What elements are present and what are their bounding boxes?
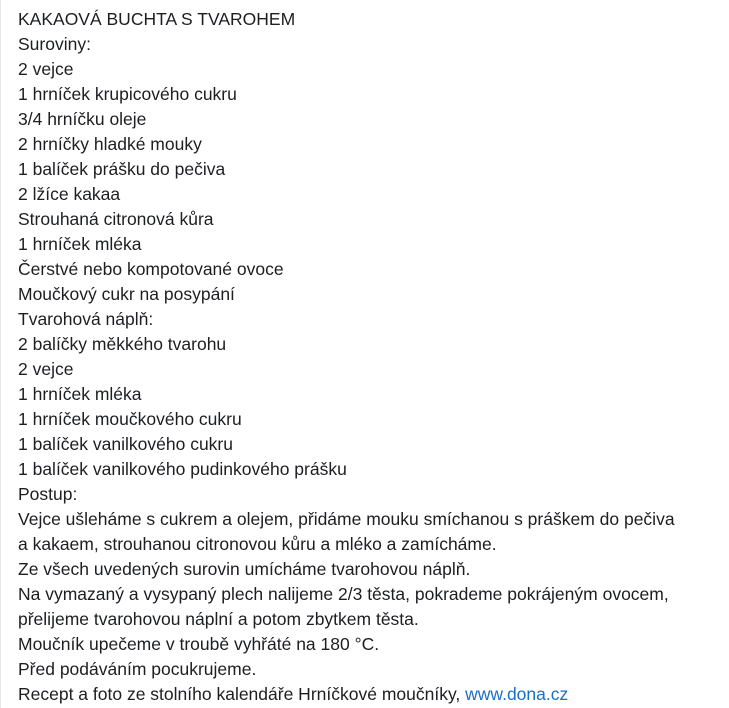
recipe-line: 1 hrníček mléka bbox=[18, 234, 142, 254]
recipe-line: Tvarohová náplň: bbox=[18, 309, 154, 329]
recipe-title: KAKAOVÁ BUCHTA S TVAROHEM bbox=[18, 9, 296, 29]
recipe-line: a kakaem, strouhanou citronovou kůru a mléko a zamícháme. bbox=[18, 534, 497, 554]
recipe-line: 2 vejce bbox=[18, 359, 74, 379]
source-text: Recept a foto ze stolního kalendáře Hrníčkové moučníky, bbox=[18, 684, 466, 704]
recipe-line: Moučník upečeme v troubě vyhřáté na 180 °C. bbox=[18, 634, 380, 654]
recipe-line: 1 balíček vanilkového cukru bbox=[18, 434, 233, 454]
source-link[interactable]: www.dona.cz bbox=[465, 684, 569, 704]
recipe-line: 2 balíčky měkkého tvarohu bbox=[18, 334, 227, 354]
recipe-line: Čerstvé nebo kompotované ovoce bbox=[18, 259, 284, 279]
recipe-line: 1 hrníček mléka bbox=[18, 384, 142, 404]
recipe-lines bbox=[18, 32, 675, 682]
recipe-line: Vejce ušleháme s cukrem a olejem, přidáme mouku smíchanou s práškem do pečiva bbox=[18, 509, 675, 529]
recipe-line: 2 vejce bbox=[18, 59, 74, 79]
recipe-line: Strouhaná citronová kůra bbox=[18, 209, 214, 229]
recipe-line: Moučkový cukr na posypání bbox=[18, 284, 235, 304]
recipe-line: Suroviny: bbox=[18, 34, 91, 54]
recipe-line: 2 lžíce kakaa bbox=[18, 184, 121, 204]
recipe-line: Na vymazaný a vysypaný plech nalijeme 2/3 těsta, pokrademe pokrájeným ovocem, bbox=[18, 584, 669, 604]
recipe-line: 2 hrníčky hladké mouky bbox=[18, 134, 202, 154]
recipe-line: přelijeme tvarohovou náplní a potom zbytkem těsta. bbox=[18, 609, 419, 629]
recipe-line: 1 hrníček moučkového cukru bbox=[18, 409, 242, 429]
recipe-line: 3/4 hrníčku oleje bbox=[18, 109, 147, 129]
recipe-line: Před podáváním pocukrujeme. bbox=[18, 659, 257, 679]
recipe-post bbox=[18, 7, 675, 707]
recipe-line: 1 balíček vanilkového pudinkového prášku bbox=[18, 459, 347, 479]
recipe-line: 1 hrníček krupicového cukru bbox=[18, 84, 237, 104]
source-line bbox=[18, 682, 675, 707]
recipe-line: Postup: bbox=[18, 484, 78, 504]
left-border bbox=[0, 0, 1, 708]
recipe-line: Ze všech uvedených surovin umícháme tvarohovou náplň. bbox=[18, 559, 471, 579]
recipe-line: 1 balíček prášku do pečiva bbox=[18, 159, 226, 179]
